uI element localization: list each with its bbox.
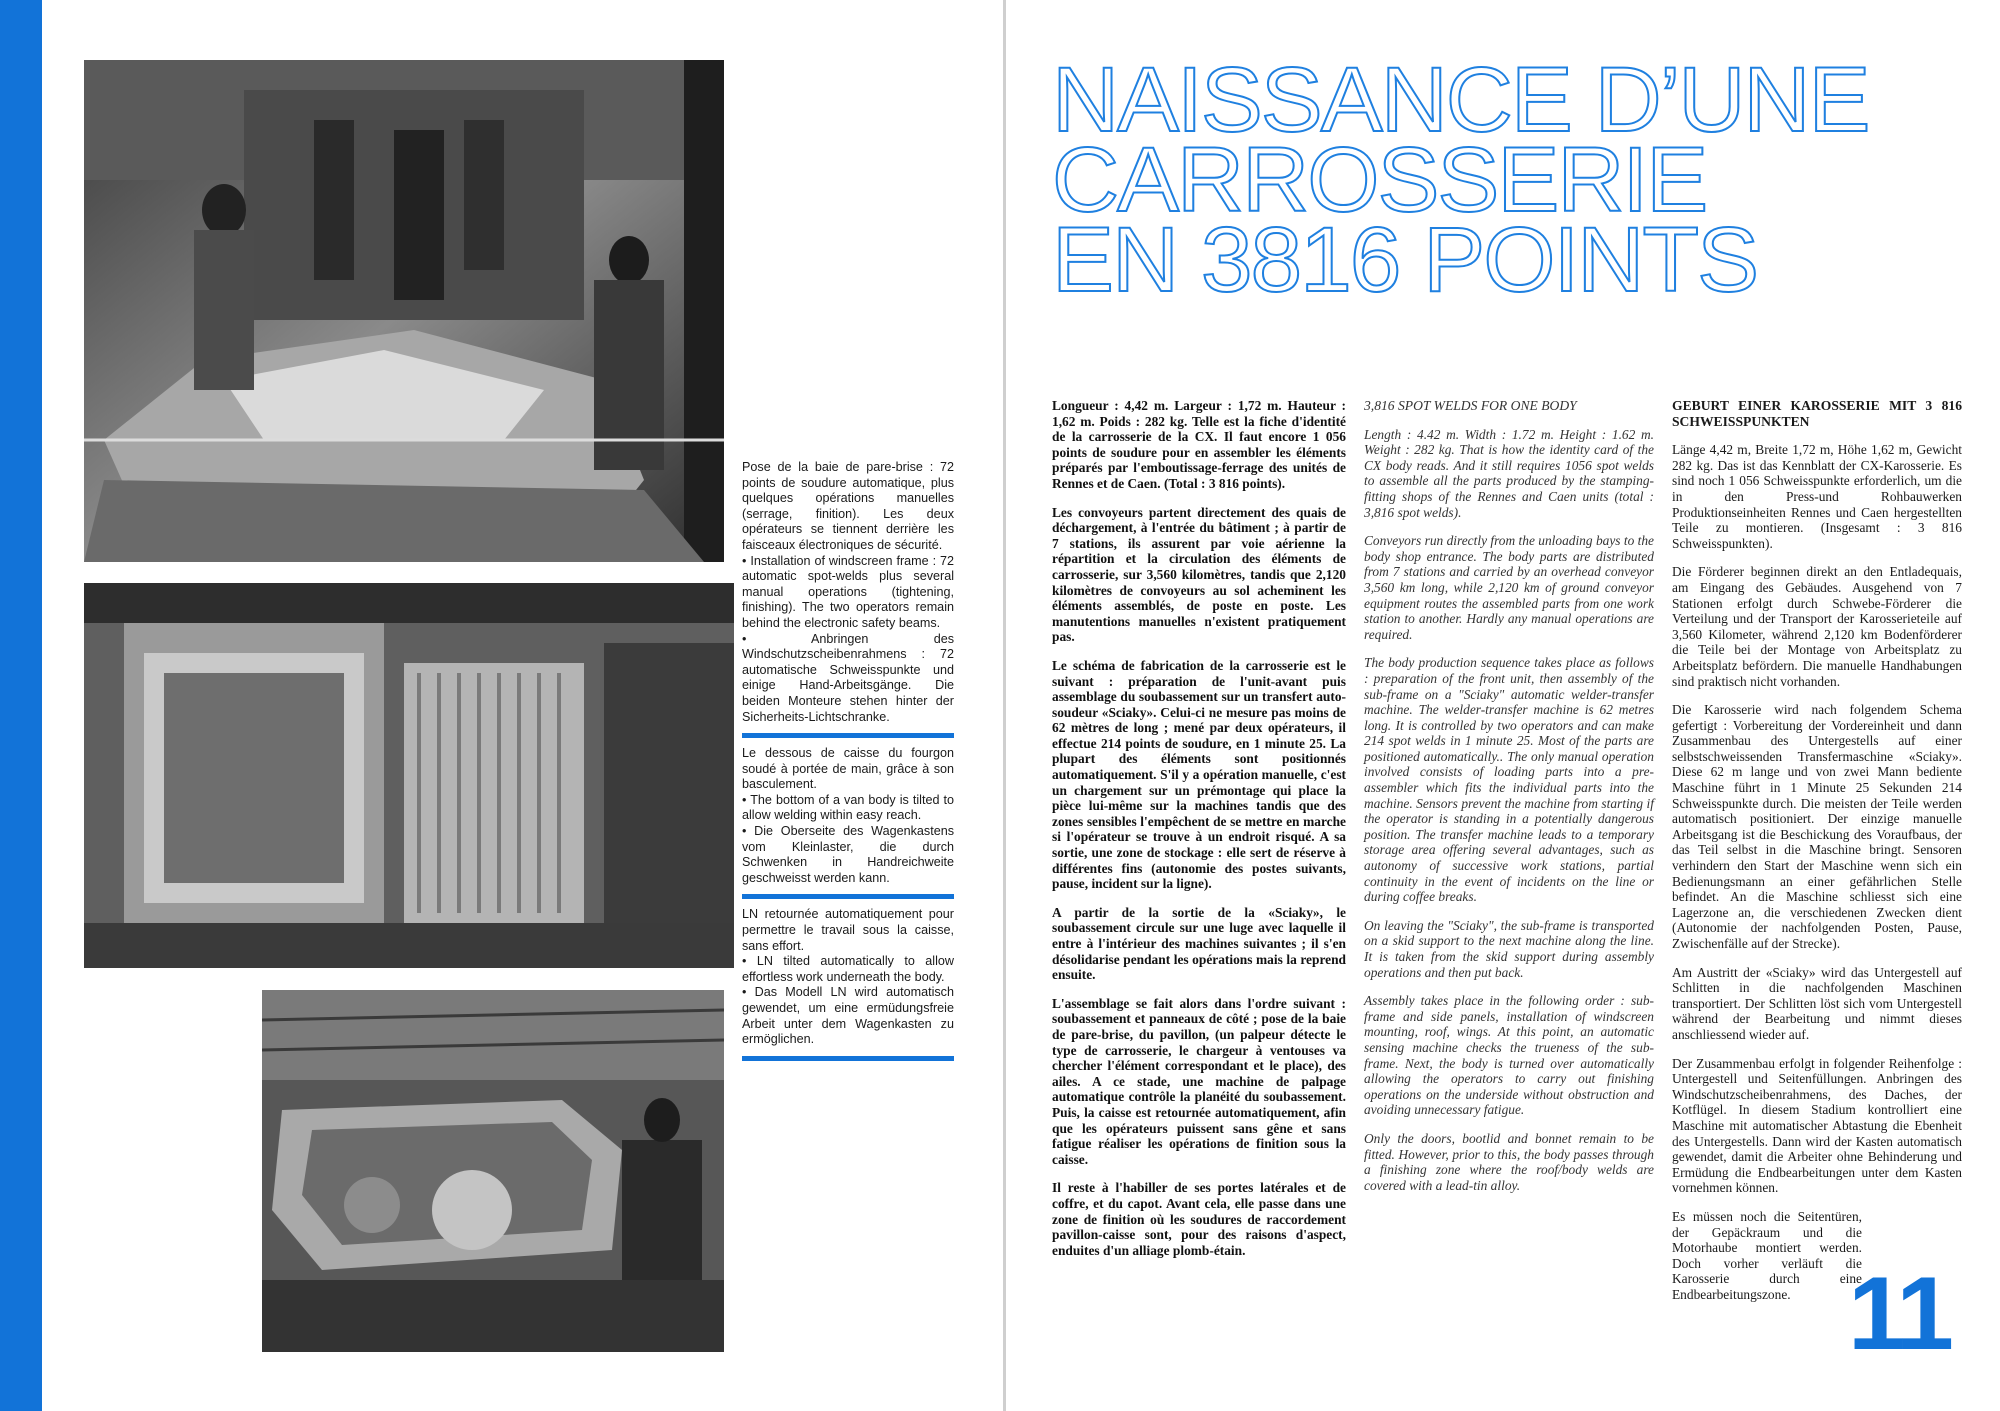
german-paragraph: Die Karosserie wird nach folgendem Schema gefertigt : Vorbereitung der Vordereinheit und dann Zusammenbau des Untergestells auf einer selbstschweissenden Transfermaschine «Sciaky». Diese 62 m lange und von zwei Mann bediente Maschine führt in 1 Minute 25 Sekunden 214 Schweisspunkte durch. Die meisten der Teile werden automatisch positioniert. Der einzige manuelle Arbeitsgang ist die Beschickung des Voraufbaus, der das Teil selbst in die Maschine bringt. Sensoren verhindern den Start der Maschine wenn sich ein Bedienungsmann an einer gefährlichen Stelle befindet. An die Maschine schliesst sich eine Lagerzone an, die verschiedenen Zwecken dient (Autonomie der nachfolgenden Posten, Pause, Zwischenfälle auf der Strecke). xyxy=(1672,702,1962,951)
english-paragraph: Conveyors run directly from the unloading bays to the body shop entrance. The body parts are distributed from 7 stations and carried by an overhead conveyor 3,560 km long, while 2,120 km of ground conveyor equipment routes the assembled parts from one work station to another. Hardly any manual operations are required. xyxy=(1364,533,1654,642)
german-paragraph: Der Zusammenbau erfolgt in folgender Reihenfolge : Untergestell und Seitenfüllungen. Anbringen des Windschutzscheibenrahmens, des Daches, der Kotflügel. In diesem Stadium kontrolliert eine Maschine mit automatischer Abtastung die Ebenheit des Untergestells. Dann wird der Kasten automatisch gewendet, damit die Arbeiter ohne Behinderung und Ermüdung die Endbearbeitungen unter dem Kasten vornehmen können. xyxy=(1672,1055,1962,1196)
caption-2 xyxy=(742,746,954,899)
french-paragraph: L'assemblage se fait alors dans l'ordre suivant : soubassement et panneaux de côté ; pose de la baie de pare-brise, du pavillon, (un palpeur détecte le type de carrosserie, le chargeur à ventouses va chercher l'élément correspondant et le place), des ailes. A ce stade, une machine de palpage automatique contrôle la planéité du soubassement. Puis, la caisse est retournée automatiquement, afin que les opérateurs puissent sans gêne et sans fatigue réaliser les opérations de finition sous la caisse. xyxy=(1052,995,1346,1167)
german-article-column xyxy=(1672,398,1962,1315)
caption-3-en: • LN tilted automatically to allow effortless work underneath the body. xyxy=(742,954,954,984)
french-paragraph: Longueur : 4,42 m. Largeur : 1,72 m. Hauteur : 1,62 m. Poids : 282 kg. Telle est la fiche d'identité de la carrosserie de la CX. Il faut encore 1 056 points de soudure pour en assembler les éléments préparés par l'emboutissage-ferrage des unités de Rennes et de Caen. (Total : 3 816 points). xyxy=(1052,398,1346,491)
caption-2-fr: Le dessous de caisse du fourgon soudé à portée de main, grâce à son basculement. xyxy=(742,746,954,792)
photo-ln-body-tilted xyxy=(262,990,724,1352)
german-paragraph: Am Austritt der «Sciaky» wird das Untergestell auf Schlitten in die nachfolgenden Maschinen transportiert. Der Schlitten löst sich vom Untergestell während der Bearbeitung und nimmt dieses anschliessend wieder auf. xyxy=(1672,964,1962,1042)
english-paragraph: Assembly takes place in the following order : sub-frame and side panels, installation of windscreen mounting, roof, wings. At this point, an automatic sensing machine checks the trueness of the sub-frame. Next, the body is turned over automatically allowing the operators to carry out finishing operations on the underside without obstruction and avoiding unnecessary fatigue. xyxy=(1364,993,1654,1118)
caption-2-de: • Die Oberseite des Wagenkastens vom Kleinlaster, die durch Schwenken in Handreichweite geschweisst werden kann. xyxy=(742,824,954,885)
english-paragraph: The body production sequence takes place as follows : preparation of the front unit, then assembly of the sub-frame on a "Sciaky" automatic welder-transfer machine. The welder-transfer machine is 62 metres long. It is controlled by two operators and can make 214 spot welds in 1 minute 25. Most of the parts are positioned automatically.. The only manual operation involved consists of loading parts into a pre-assembler which fits the individual parts into the machine. Sensors prevent the machine from starting if the operator is standing in a potentially dangerous position. The transfer machine leads to a temporary storage area offering several advantages, such as autonomy of successive work stations, partial continuity in the event of incidents on the line or during coffee breaks. xyxy=(1364,655,1654,905)
german-paragraph: Die Förderer beginnen direkt an den Entladequais, am Eingang des Gebäudes. Ausgehend von 7 Stationen erfolgt durch Schwebe-Förderer die Verteilung und der Transport der Karosserieteile auf 3,560 Kilometer, während 2,120 km Bodenförderer die Teile bei der Montage von Arbeitsplatz zu Arbeitsplatz befördern. Die manuelle Handhabungen sind praktisch nicht vorhanden. xyxy=(1672,564,1962,689)
caption-1-en: • Installation of windscreen frame : 72 automatic spot-welds plus several manual operations (tightening, finishing). The two operators remain behind the electronic safety beams. xyxy=(742,553,954,630)
page-number: 11 xyxy=(1848,1256,1950,1372)
english-paragraph: Length : 4.42 m. Width : 1.72 m. Height : 1.62 m. Weight : 282 kg. That is how the identity card of the CX body reads. And it still requires 1056 spot welds to assemble all the parts produced by the stamping-fitting shops of the Rennes and Caen units (total : 3,816 spot welds). xyxy=(1364,426,1654,520)
german-paragraph: Länge 4,42 m, Breite 1,72 m, Höhe 1,62 m, Gewicht 282 kg. Das ist das Kennblatt der CX-Karosserie. Es sind noch 1 056 Schweisspunkte erforderlich, um die in den Press-und Rohbauwerken Produktionseinheiten Rennes und Caen hergestellten Teile zu montieren. (Insgesamt : 3 816 Schweisspunkten). xyxy=(1672,442,1962,551)
caption-1-fr: Pose de la baie de pare-brise : 72 points de soudure automatique, plus quelques opérations manuelles (serrage, finition). Les deux opérateurs se tiennent derrière les faisceaux électroniques de sécurité. xyxy=(742,460,954,552)
caption-2-en: • The bottom of a van body is tilted to allow welding within easy reach. xyxy=(742,792,954,823)
german-heading: GEBURT EINER KAROSSERIE MIT 3 816 SCHWEISSPUNKTEN xyxy=(1672,398,1962,429)
page-title xyxy=(1052,49,1981,311)
page-spine xyxy=(1003,0,1006,1411)
caption-1-de: • Anbringen des Windschutzscheibenrahmens : 72 automatische Schweisspunkte und einige Hand-Arbeitsgänge. Die beiden Monteure stehen hinter der Sicherheits-Lichtschranke. xyxy=(742,631,954,724)
photo-captions xyxy=(742,460,954,1069)
caption-3-fr: LN retournée automatiquement pour permettre le travail sous la caisse, sans effort. xyxy=(742,907,954,953)
english-paragraph: Only the doors, bootlid and bonnet remain to be fitted. However, prior to this, the body passes through a finishing zone where the roof/body welds are covered with a lead-tin alloy. xyxy=(1364,1130,1654,1193)
photo-van-body-underside xyxy=(84,583,734,968)
french-paragraph: Le schéma de fabrication de la carrosserie est le suivant : préparation de l'unit-avant puis assemblage du soubassement sur un transfert auto-soudeur «Sciaky». Celui-ci ne mesure pas moins de 62 mètres de long ; mené par deux opérateurs, il effectue 214 points de soudure, en 1 minute 25. La plupart des éléments sont positionnés automatiquement. S'il y a opération manuelle, c'est un chargement sur un prémontage qui place la pièce lui-même sur la machines tandis que des zones sensibles l'empêchent de se mettre en marche si l'opérateur se trouve à un endroit risqué. A sa sortie, une zone de stockage : elle sert de réserve à différentes fins (autonomie des postes suivants, pause, incident sur la ligne). xyxy=(1052,657,1346,892)
caption-3-de: • Das Modell LN wird automatisch gewendet, um eine ermüdungsfreie Arbeit unter dem Wagenkasten zu ermöglichen. xyxy=(742,985,954,1047)
french-paragraph: Les convoyeurs partent directement des quais de déchargement, à l'entrée du bâtiment ; à partir de 7 stations, ils assurent par voie aérienne la répartition et la circulation des éléments de carrosserie, sur 3,560 kilomètres, tandis que 2,120 kilomètres de convoyeurs au sol acheminent les éléments assemblés, de poste en poste. Les manutentions manuelles n'existent pratiquement pas. xyxy=(1052,504,1346,645)
english-heading: 3,816 SPOT WELDS FOR ONE BODY xyxy=(1364,398,1577,413)
caption-1 xyxy=(742,460,954,738)
title-line-3: EN 3816 POINTS xyxy=(1052,209,1758,311)
caption-3 xyxy=(742,907,954,1060)
english-paragraph: On leaving the "Sciaky", the sub-frame is transported on a skid support to the next machine along the line. It is taken from the skid support during assembly operations and then put back. xyxy=(1364,917,1654,980)
left-blue-margin-bar xyxy=(0,0,42,1411)
french-paragraph: Il reste à l'habiller de ses portes latérales et de coffre, et du capot. Avant cela, elle passe dans une zone de finition où les soudures de raccordement pavillon-caisse sont, pour des raisons d'aspect, enduites d'un alliage plomb-étain. xyxy=(1052,1180,1346,1258)
photo-windscreen-installation xyxy=(84,60,724,562)
french-paragraph: A partir de la sortie de la «Sciaky», le soubassement circule sur une luge avec laquelle il entre à l'intérieur des machines suivantes ; il s'en désolidarise pendant les opérations mais la reprend ensuite. xyxy=(1052,904,1346,983)
title-line-1: NAISSANCE D’UNE xyxy=(1052,49,1869,151)
german-paragraph: Es müssen noch die Seitentüren, der Gepäckraum und die Motorhaube montiert werden. Doch vorher verläuft die Karosserie durch eine Endbearbeitungszone. xyxy=(1672,1208,1862,1302)
english-article-column xyxy=(1364,398,1654,1206)
title-line-2: CARROSSERIE xyxy=(1052,129,1707,231)
french-article-column xyxy=(1052,398,1346,1271)
